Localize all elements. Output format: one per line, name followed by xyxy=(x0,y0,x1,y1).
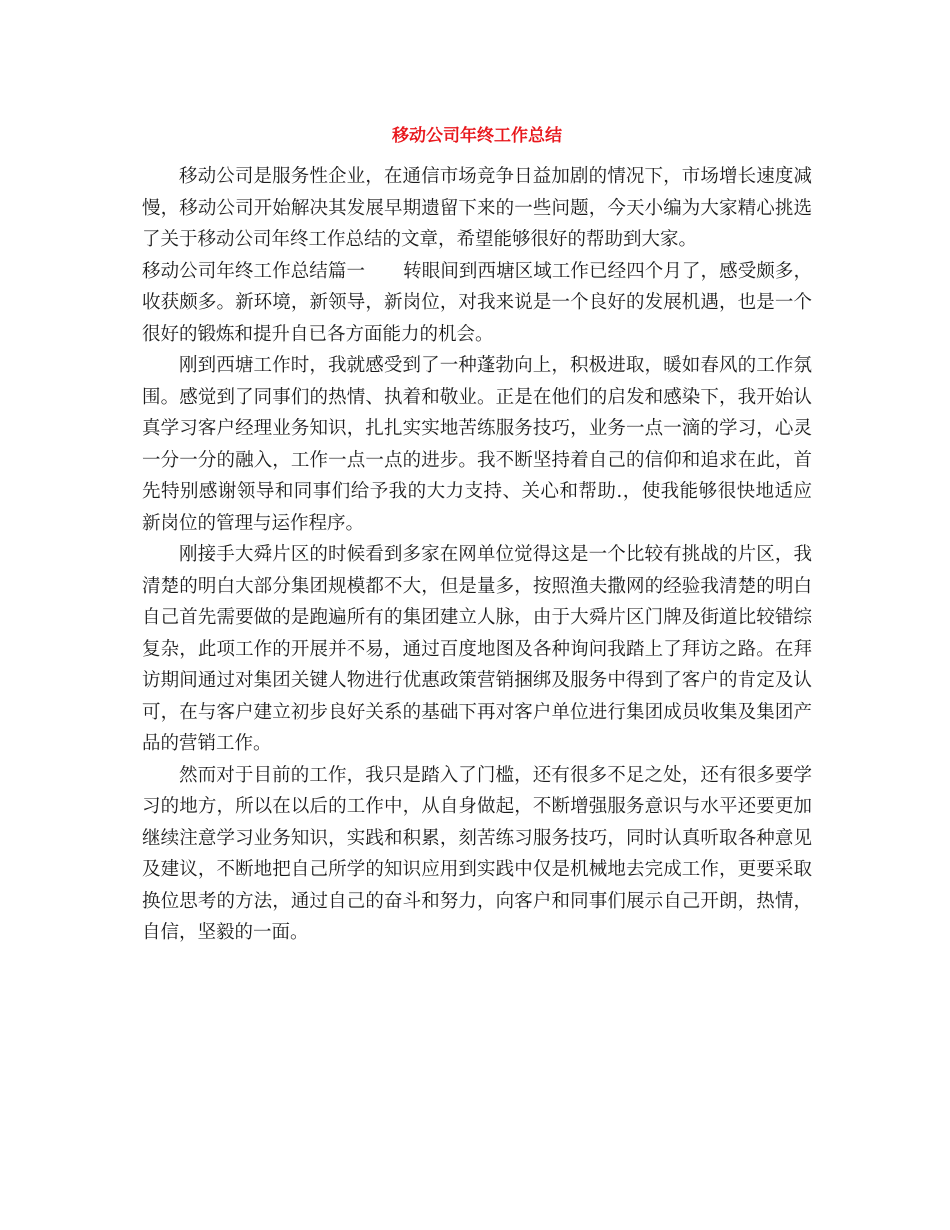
intro-paragraph: 移动公司是服务性企业，在通信市场竞争日益加剧的情况下，市场增长速度减慢，移动公司开始解决其发展早期遗留下来的一些问题，今天小编为大家精心挑选了关于移动公司年终工作总结的文章，希望能够很好的帮助到大家。 xyxy=(142,166,812,250)
body-paragraph-xitang: 刚到西塘工作时，我就感受到了一种蓬勃向上，积极进取，暖如春风的工作氛围。感觉到了同事们的热情、执着和敬业。正是在他们的启发和感染下，我开始认真学习客户经理业务知识，扎扎实实地苦练服务技巧，业务一点一滴的学习，心灵一分一分的融入，工作一点一点的进步。我不断坚持着自己的信仰和追求在此，首先特别感谢领导和同事们给予我的大力支持、关心和帮助.，使我能够很快地适应新岗位的管理与运作程序。 xyxy=(142,355,812,534)
body-paragraph-conclusion: 然而对于目前的工作，我只是踏入了门槛，还有很多不足之处，还有很多要学习的地方，所以在以后的工作中，从自身做起，不断增强服务意识与水平还要更加继续注意学习业务知识，实践和积累，刻苦练习服务技巧，同时认真听取各种意见及建议，不断地把自己所学的知识应用到实践中仅是机械地去完成工作，更要采取换位思考的方法，通过自己的奋斗和努力，向客户和同事们展示自己开朗，热情，自信，坚毅的一面。 xyxy=(142,764,812,943)
section-label: 移动公司年终工作总结篇一 xyxy=(142,260,366,282)
section-one-text: 转眼间到西塘区域工作已经四个月了，感受颇多，收获颇多。新环境，新领导，新岗位，对我来说是一个良好的发展机遇，也是一个很好的锻炼和提升自已各方面能力的机会。 xyxy=(142,260,812,345)
section-one-paragraph xyxy=(142,256,812,351)
body-paragraph-dashun: 刚接手大舜片区的时候看到多家在网单位觉得这是一个比较有挑战的片区，我清楚的明白大部分集团规模都不大，但是量多，按照渔夫撒网的经验我清楚的明白自己首先需要做的是跑遍所有的集团建立人脉，由于大舜片区门牌及街道比较错综复杂，此项工作的开展并不易，通过百度地图及各种询问我踏上了拜访之路。在拜访期间通过对集团关键人物进行优惠政策营销捆绑及服务中得到了客户的肯定及认可，在与客户建立初步良好关系的基础下再对客户单位进行集团成员收集及集团产品的营销工作。 xyxy=(142,544,812,754)
document-title: 移动公司年终工作总结 xyxy=(392,126,562,146)
document-body xyxy=(142,161,812,949)
